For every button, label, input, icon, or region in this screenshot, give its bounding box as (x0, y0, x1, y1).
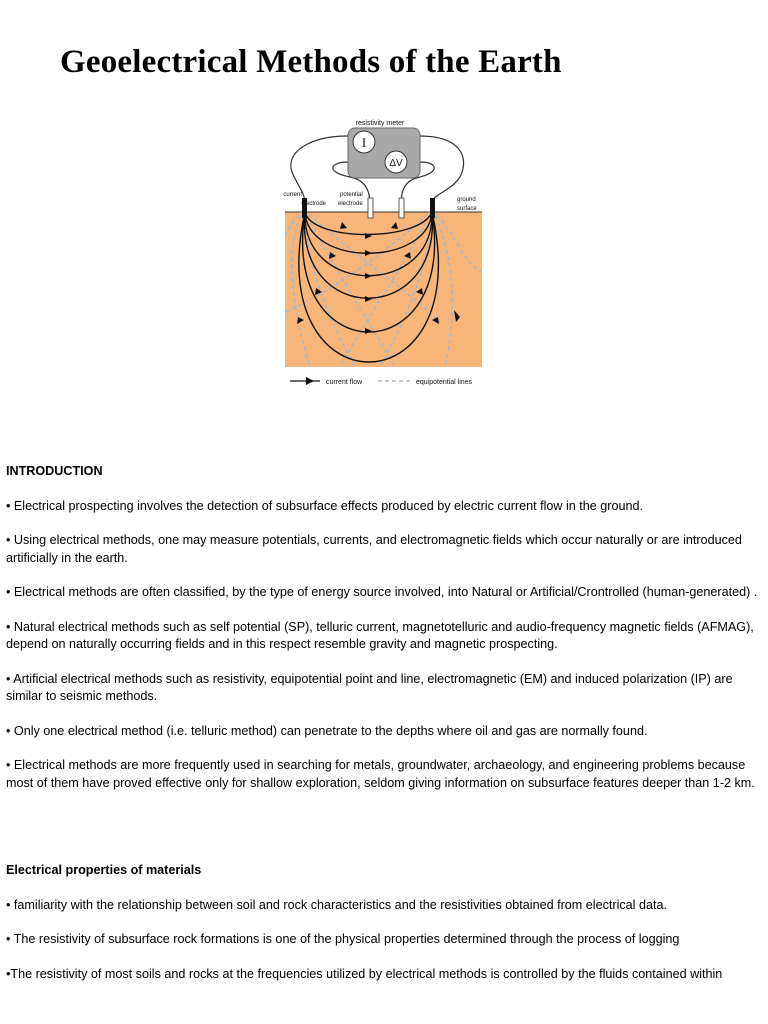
intro-bullet: • Using electrical methods, one may measure potentials, currents, and electromagnetic fields which occur naturally or are introduced artificially in the earth. (6, 533, 742, 565)
legend-equipotential: equipotential lines (416, 379, 473, 386)
electrical-properties-heading: Electrical properties of materials (6, 863, 202, 877)
intro-bullet: • Electrical methods are more frequently used in searching for metals, groundwater, archaeology, and engineering problems because most of them have proved effective only for shallow exploration, seldom giving information on subsurface features deeper than 1-2 km. (6, 758, 755, 790)
ground-surface-label-2: surface (457, 206, 477, 212)
legend-current-flow: current flow (326, 379, 363, 386)
current-electrode-right (430, 198, 435, 218)
intro-bullet: • Natural electrical methods such as self potential (SP), telluric current, magnetotelluric and audio-frequency magnetic fields (AFMAG), depend on naturally occurring fields and in this respect resemble gravity and magnetic prospecting. (6, 619, 754, 651)
page-title: Geoelectrical Methods of the Earth (60, 44, 562, 80)
introduction-heading: INTRODUCTION (6, 464, 103, 478)
current-symbol: I (361, 135, 367, 150)
current-electrode-label-1: current (283, 192, 302, 198)
intro-bullet: • Artificial electrical methods such as resistivity, equipotential point and line, electromagnetic (EM) and induced polarization (IP) are similar to seismic methods. (6, 671, 733, 703)
ground-surface-label-1: ground (457, 197, 476, 203)
current-electrode-label-2: electrode (301, 201, 326, 207)
document-body (6, 463, 762, 1000)
intro-bullet: • Only one electrical method (i.e. telluric method) can penetrate to the depths where oil and gas are normally found. (6, 723, 648, 738)
potential-electrode-label-2: electrode (338, 201, 363, 207)
potential-electrode-right (399, 198, 404, 218)
intro-bullet: • Electrical prospecting involves the detection of subsurface effects produced by electric current flow in the ground. (6, 498, 644, 513)
voltage-symbol: ΔV (389, 158, 403, 169)
properties-bullet: •The resistivity of most soils and rocks at the frequencies utilized by electrical methods is controlled by the fluids contained within (6, 966, 723, 981)
meter-label: resistivity meter (355, 120, 405, 127)
potential-electrode-left (368, 198, 373, 218)
potential-electrode-label-1: potential (340, 192, 363, 198)
properties-bullet: • familiarity with the relationship between soil and rock characteristics and the resistivities obtained from electrical data. (6, 897, 667, 912)
intro-bullet: • Electrical methods are often classified, by the type of energy source involved, into Natural or Artificial/Crontrolled (human-generated) . (6, 585, 758, 599)
figure-legend (290, 377, 473, 386)
resistivity-diagram (270, 112, 500, 397)
section-gap (6, 809, 762, 862)
properties-bullet: • The resistivity of subsurface rock formations is one of the physical properties determined through the process of logging (6, 932, 680, 946)
